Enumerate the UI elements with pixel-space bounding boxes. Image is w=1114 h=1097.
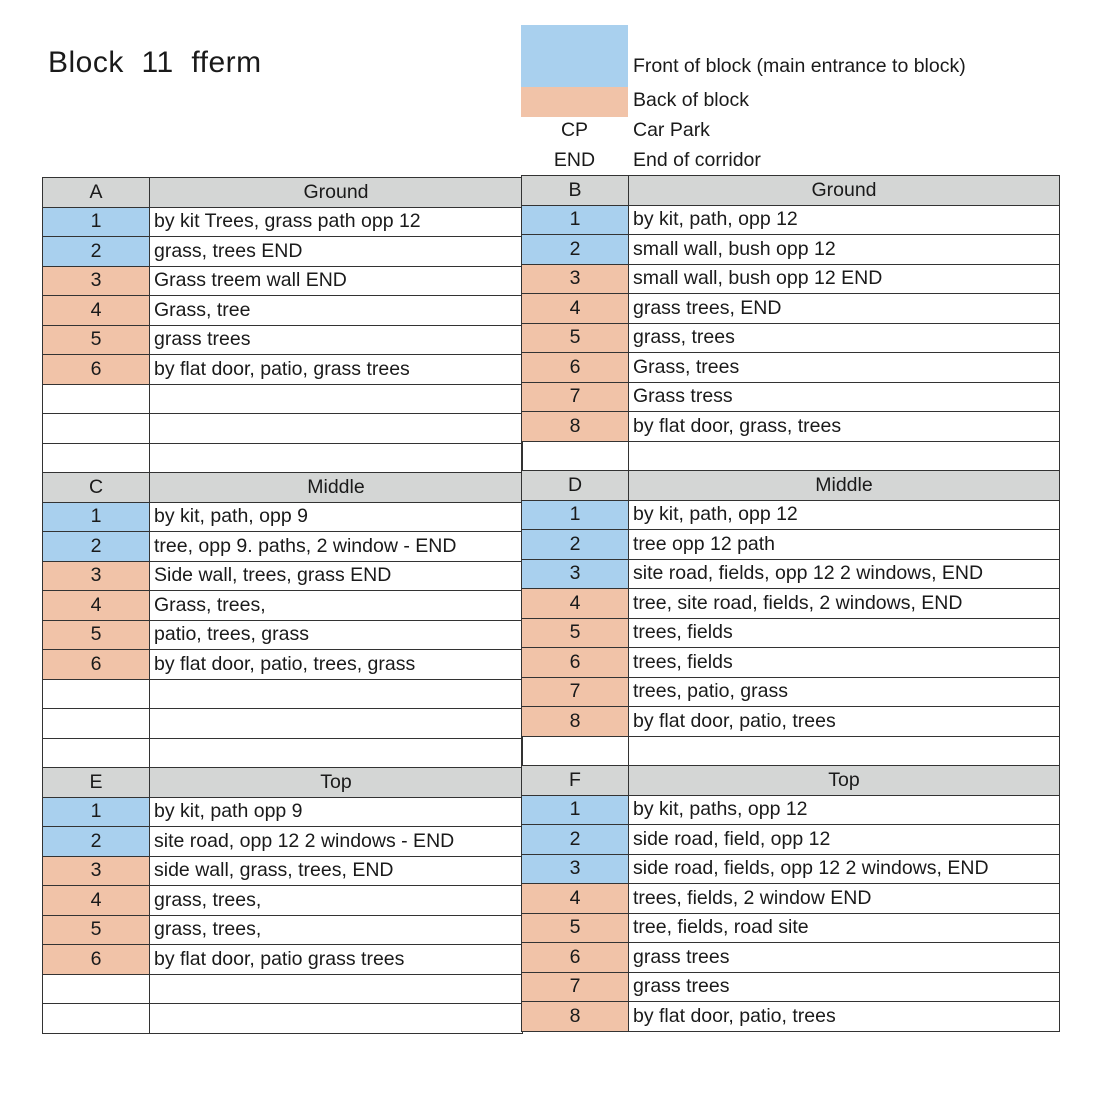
flat-number: 6 (522, 943, 629, 973)
flat-number (43, 738, 150, 768)
flat-number: 6 (522, 648, 629, 678)
flat-description: tree, fields, road site (629, 913, 1060, 943)
flat-number: 2 (43, 827, 150, 857)
block-letter: D (522, 471, 629, 501)
flat-description: Grass, trees, (150, 591, 523, 621)
left-blocks-table (42, 177, 523, 1034)
table-row (43, 945, 523, 975)
flat-description: grass trees (150, 325, 523, 355)
table-row (522, 707, 1060, 737)
table-row (522, 972, 1060, 1002)
flat-number: 1 (522, 205, 629, 235)
table-row (522, 264, 1060, 294)
flat-description: by kit, path opp 9 (150, 797, 523, 827)
flat-description: patio, trees, grass (150, 620, 523, 650)
table-row (43, 620, 523, 650)
table-row (43, 591, 523, 621)
flat-number: 6 (522, 353, 629, 383)
table-row (43, 325, 523, 355)
table-row (43, 856, 523, 886)
table-row (43, 296, 523, 326)
floor-level: Middle (150, 473, 523, 503)
flat-number: 1 (43, 797, 150, 827)
block-letter: A (43, 178, 150, 208)
table-row (522, 412, 1060, 442)
flat-number: 2 (522, 235, 629, 265)
legend-end-label: End of corridor (633, 149, 761, 171)
flat-description: site road, fields, opp 12 2 windows, END (629, 559, 1060, 589)
flat-number: 5 (522, 323, 629, 353)
right-blocks-table (521, 175, 1060, 1032)
table-row (522, 795, 1060, 825)
flat-description: trees, fields (629, 648, 1060, 678)
block-letter: E (43, 768, 150, 798)
table-row (43, 561, 523, 591)
flat-number: 6 (43, 355, 150, 385)
table-row (43, 797, 523, 827)
flat-description: by flat door, patio, grass trees (150, 355, 523, 385)
legend-front-label: Front of block (main entrance to block) (633, 55, 966, 77)
table-row (522, 1002, 1060, 1032)
flat-description: grass, trees, (150, 886, 523, 916)
flat-description (150, 384, 523, 414)
table-row (43, 738, 523, 768)
legend-front-swatch (521, 25, 628, 87)
flat-description: Grass tress (629, 382, 1060, 412)
floor-level: Top (629, 766, 1060, 796)
flat-description: tree, site road, fields, 2 windows, END (629, 589, 1060, 619)
table-row (43, 207, 523, 237)
flat-number (43, 709, 150, 739)
flat-number: 5 (522, 618, 629, 648)
section-header-row (522, 766, 1060, 796)
table-row (43, 355, 523, 385)
table-row (43, 384, 523, 414)
section-header-row (43, 178, 523, 208)
flat-description: by kit, paths, opp 12 (629, 795, 1060, 825)
table-row (43, 414, 523, 444)
flat-number: 3 (43, 561, 150, 591)
flat-description: by flat door, patio, trees (629, 1002, 1060, 1032)
table-row (522, 205, 1060, 235)
legend-back-swatch (521, 87, 628, 117)
flat-description: tree, opp 9. paths, 2 window - END (150, 532, 523, 562)
flat-description: by kit, path, opp 12 (629, 205, 1060, 235)
floor-level: Ground (629, 176, 1060, 206)
flat-number: 4 (43, 296, 150, 326)
flat-number: 7 (522, 677, 629, 707)
flat-number (43, 1004, 150, 1034)
flat-number: 2 (43, 532, 150, 562)
flat-number: 3 (43, 856, 150, 886)
block-letter: B (522, 176, 629, 206)
table-row (522, 884, 1060, 914)
table-row (43, 237, 523, 267)
table-row (522, 559, 1060, 589)
table-row (522, 530, 1060, 560)
flat-description: Grass, trees (629, 353, 1060, 383)
flat-description (150, 1004, 523, 1034)
flat-description: Grass treem wall END (150, 266, 523, 296)
flat-description: side wall, grass, trees, END (150, 856, 523, 886)
flat-number: 5 (43, 325, 150, 355)
table-row (522, 441, 1060, 471)
flat-number (522, 736, 629, 766)
flat-number: 1 (522, 795, 629, 825)
table-row (522, 825, 1060, 855)
flat-description (150, 443, 523, 473)
table-row (522, 677, 1060, 707)
flat-number: 3 (43, 266, 150, 296)
table-row (43, 827, 523, 857)
flat-number (522, 441, 629, 471)
flat-description: small wall, bush opp 12 (629, 235, 1060, 265)
table-row (522, 648, 1060, 678)
flat-description: side road, fields, opp 12 2 windows, END (629, 854, 1060, 884)
flat-number: 5 (522, 913, 629, 943)
flat-number: 7 (522, 972, 629, 1002)
page-title: Block 11 fferm (48, 46, 262, 79)
flat-description: grass, trees (629, 323, 1060, 353)
flat-number: 1 (43, 207, 150, 237)
flat-number: 2 (522, 530, 629, 560)
flat-description: by flat door, grass, trees (629, 412, 1060, 442)
floor-level: Ground (150, 178, 523, 208)
table-row (43, 502, 523, 532)
flat-description: tree opp 12 path (629, 530, 1060, 560)
flat-description (150, 738, 523, 768)
flat-number: 6 (43, 650, 150, 680)
table-row (43, 974, 523, 1004)
flat-number (43, 443, 150, 473)
flat-number: 8 (522, 1002, 629, 1032)
flat-description: Grass, tree (150, 296, 523, 326)
section-header-row (43, 473, 523, 503)
section-header-row (522, 471, 1060, 501)
flat-number (43, 414, 150, 444)
flat-description: site road, opp 12 2 windows - END (150, 827, 523, 857)
table-row (522, 353, 1060, 383)
flat-number: 8 (522, 412, 629, 442)
flat-number: 7 (522, 382, 629, 412)
block-letter: C (43, 473, 150, 503)
table-row (522, 382, 1060, 412)
block-letter: F (522, 766, 629, 796)
flat-number (43, 974, 150, 1004)
flat-description: by kit Trees, grass path opp 12 (150, 207, 523, 237)
table-row (43, 650, 523, 680)
flat-number: 4 (43, 886, 150, 916)
flat-number (43, 384, 150, 414)
table-row (43, 443, 523, 473)
flat-description: side road, field, opp 12 (629, 825, 1060, 855)
section-header-row (43, 768, 523, 798)
flat-description: by flat door, patio grass trees (150, 945, 523, 975)
legend-end-code: END (553, 149, 596, 171)
legend-back-label: Back of block (633, 89, 749, 111)
legend-cp-code: CP (560, 119, 589, 141)
flat-number: 2 (522, 825, 629, 855)
table-row (522, 589, 1060, 619)
table-row (43, 886, 523, 916)
flat-description: by kit, path, opp 12 (629, 500, 1060, 530)
flat-description: trees, fields, 2 window END (629, 884, 1060, 914)
flat-number: 8 (522, 707, 629, 737)
flat-description (629, 736, 1060, 766)
flat-number: 4 (522, 589, 629, 619)
flat-description: grass, trees, (150, 915, 523, 945)
flat-description (150, 414, 523, 444)
table-row (43, 532, 523, 562)
flat-number: 3 (522, 264, 629, 294)
flat-description: grass trees (629, 972, 1060, 1002)
flat-description: Side wall, trees, grass END (150, 561, 523, 591)
flat-number: 5 (43, 915, 150, 945)
flat-number: 3 (522, 559, 629, 589)
flat-description (629, 441, 1060, 471)
flat-number: 4 (43, 591, 150, 621)
flat-number: 5 (43, 620, 150, 650)
flat-number: 6 (43, 945, 150, 975)
section-header-row (522, 176, 1060, 206)
floor-level: Middle (629, 471, 1060, 501)
table-row (522, 736, 1060, 766)
floor-level: Top (150, 768, 523, 798)
table-row (43, 1004, 523, 1034)
table-row (43, 915, 523, 945)
flat-number: 1 (522, 500, 629, 530)
flat-description: small wall, bush opp 12 END (629, 264, 1060, 294)
table-row (522, 294, 1060, 324)
flat-description: trees, patio, grass (629, 677, 1060, 707)
flat-number: 2 (43, 237, 150, 267)
flat-description (150, 709, 523, 739)
flat-description: grass trees, END (629, 294, 1060, 324)
table-row (43, 679, 523, 709)
table-row (522, 854, 1060, 884)
flat-description: by flat door, patio, trees, grass (150, 650, 523, 680)
flat-number: 1 (43, 502, 150, 532)
table-row (43, 709, 523, 739)
flat-description (150, 974, 523, 1004)
flat-number: 4 (522, 884, 629, 914)
flat-number (43, 679, 150, 709)
table-row (43, 266, 523, 296)
table-row (522, 943, 1060, 973)
flat-description (150, 679, 523, 709)
table-row (522, 913, 1060, 943)
flat-description: by kit, path, opp 9 (150, 502, 523, 532)
flat-description: grass, trees END (150, 237, 523, 267)
legend-cp-label: Car Park (633, 119, 710, 141)
flat-number: 4 (522, 294, 629, 324)
table-row (522, 500, 1060, 530)
table-row (522, 323, 1060, 353)
table-row (522, 618, 1060, 648)
flat-number: 3 (522, 854, 629, 884)
flat-description: by flat door, patio, trees (629, 707, 1060, 737)
flat-description: trees, fields (629, 618, 1060, 648)
flat-description: grass trees (629, 943, 1060, 973)
table-row (522, 235, 1060, 265)
